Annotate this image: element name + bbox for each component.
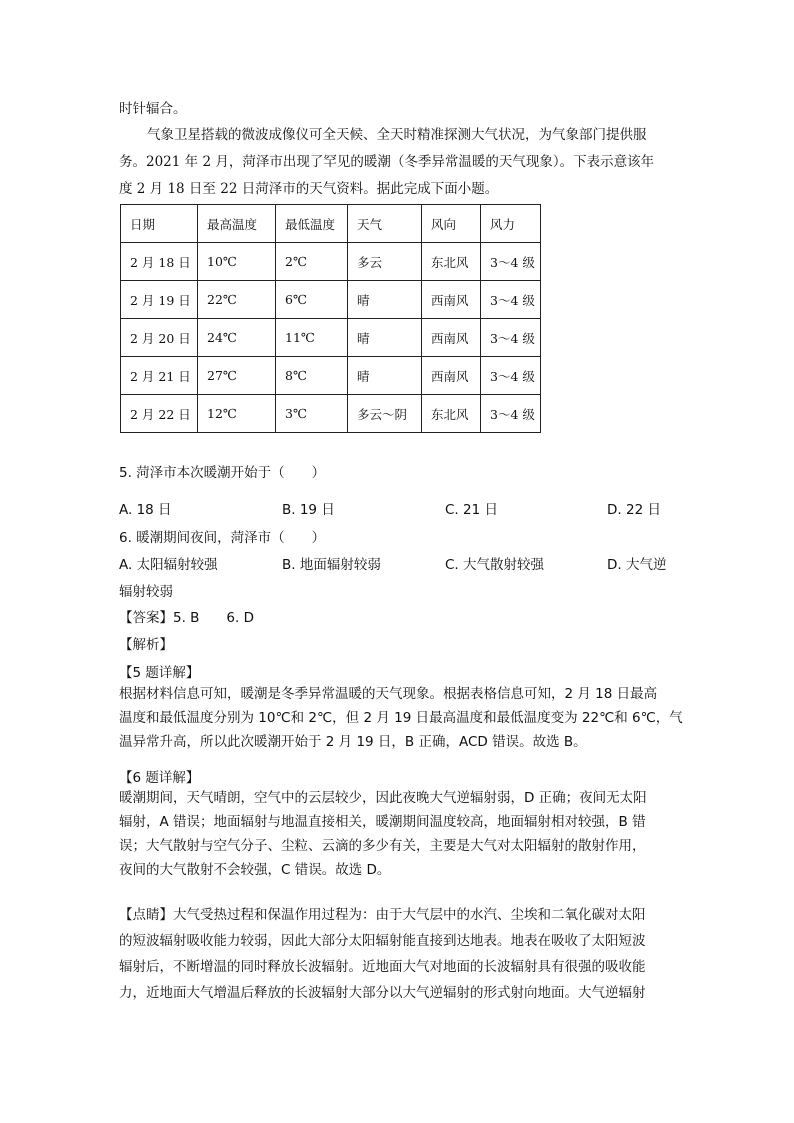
- cell-wind-force: 3～4 级: [481, 243, 541, 281]
- header-max-temp: 最高温度: [198, 205, 276, 243]
- cell-max-temp: 10℃: [198, 243, 276, 281]
- table-header-row: [121, 205, 541, 243]
- cell-wind-force: 3～4 级: [481, 357, 541, 395]
- q5-explanation-line: 根据材料信息可知，暖潮是冬季异常温暖的天气现象。根据表格信息可知，2 月 18 日最高: [119, 686, 658, 702]
- cell-weather: 晴: [348, 281, 422, 319]
- cell-date: 2 月 19 日: [121, 281, 198, 319]
- cell-min-temp: 6℃: [276, 281, 348, 319]
- q6-explanation-line: 误；大气散射与空气分子、尘粒、云滴的多少有关，主要是大气对太阳辐射的散射作用，: [119, 838, 646, 854]
- cell-min-temp: 11℃: [276, 319, 348, 357]
- cell-wind-direction: 东北风: [422, 395, 481, 433]
- tip-line: 【点睛】大气受热过程和保温作用过程为：由于大气层中的水汽、尘埃和二氧化碳对太阳: [119, 907, 646, 923]
- header-min-temp: 最低温度: [276, 205, 348, 243]
- q6-option-a: A. 太阳辐射较强: [119, 557, 218, 573]
- q6-explanation-title: 【6 题详解】: [119, 770, 200, 786]
- q6-option-c: C. 大气散射较强: [445, 557, 545, 573]
- cell-max-temp: 24℃: [198, 319, 276, 357]
- header-weather: 天气: [348, 205, 422, 243]
- intro-line-1: 气象卫星搭载的微波成像仪可全天候、全天时精准探测大气状况，为气象部门提供服: [147, 127, 647, 143]
- weather-table: [120, 204, 541, 433]
- cell-wind-direction: 西南风: [422, 357, 481, 395]
- q5-option-c: C. 21 日: [445, 502, 498, 518]
- cell-weather: 晴: [348, 319, 422, 357]
- q6-option-b: B. 地面辐射较弱: [282, 557, 381, 573]
- intro-line-2: 务。2021 年 2 月，菏泽市出现了罕见的暖潮（冬季异常温暖的天气现象）。下表示意该年: [119, 154, 655, 170]
- q5-explanation-line: 温度和最低温度分别为 10℃和 2℃，但 2 月 19 日最高温度和最低温度变为 22℃和 6℃，气: [119, 710, 683, 726]
- tip-paragraph: [119, 902, 675, 1006]
- header-date: 日期: [121, 205, 198, 243]
- cell-min-temp: 2℃: [276, 243, 348, 281]
- cell-date: 2 月 22 日: [121, 395, 198, 433]
- analysis-heading: 【解析】: [119, 637, 173, 653]
- q5-explanation: [119, 682, 683, 754]
- table-row: [121, 357, 541, 395]
- table-row: [121, 281, 541, 319]
- q5-explanation-line: 温异常升高，所以此次暖潮开始于 2 月 19 日，B 正确，ACD 错误。故选 B。: [119, 734, 587, 750]
- cell-wind-direction: 西南风: [422, 319, 481, 357]
- header-wind-force: 风力: [481, 205, 541, 243]
- table-row: [121, 243, 541, 281]
- q6-stem: 6. 暖潮期间夜间，菏泽市（ ）: [119, 530, 326, 546]
- intro-line-0: 时针辐合。: [119, 101, 187, 117]
- answer-line: 【答案】5. B 6. D: [119, 610, 254, 626]
- cell-min-temp: 3℃: [276, 395, 348, 433]
- intro-line-3: 度 2 月 18 日至 22 日菏泽市的天气资料。据此完成下面小题。: [119, 181, 499, 197]
- cell-wind-force: 3～4 级: [481, 281, 541, 319]
- tip-line: 的短波辐射吸收能力较弱，因此大部分太阳辐射能直接到达地表。地表在吸收了太阳短波: [119, 933, 646, 949]
- header-wind-direction: 风向: [422, 205, 481, 243]
- cell-max-temp: 12℃: [198, 395, 276, 433]
- q5-option-a: A. 18 日: [119, 502, 172, 518]
- cell-wind-force: 3～4 级: [481, 319, 541, 357]
- q5-option-d: D. 22 日: [607, 502, 661, 518]
- q5-explanation-title: 【5 题详解】: [119, 665, 200, 681]
- q5-option-b: B. 19 日: [282, 502, 335, 518]
- table-row: [121, 319, 541, 357]
- cell-max-temp: 27℃: [198, 357, 276, 395]
- tip-line: 力，近地面大气增温后释放的长波辐射大部分以大气逆辐射的形式射向地面。大气逆辐射: [119, 985, 646, 1001]
- q6-explanation: [119, 786, 675, 882]
- cell-date: 2 月 21 日: [121, 357, 198, 395]
- cell-date: 2 月 18 日: [121, 243, 198, 281]
- cell-wind-direction: 西南风: [422, 281, 481, 319]
- cell-min-temp: 8℃: [276, 357, 348, 395]
- q5-stem: 5. 菏泽市本次暖潮开始于（ ）: [119, 465, 326, 481]
- cell-weather: 多云: [348, 243, 422, 281]
- cell-wind-direction: 东北风: [422, 243, 481, 281]
- cell-weather: 多云～阴: [348, 395, 422, 433]
- cell-wind-force: 3～4 级: [481, 395, 541, 433]
- cell-weather: 晴: [348, 357, 422, 395]
- q6-explanation-line: 夜间的大气散射不会较强，C 错误。故选 D。: [119, 862, 391, 878]
- q6-option-d-continued: 辐射较弱: [119, 584, 173, 600]
- q6-option-d: D. 大气逆: [607, 557, 667, 573]
- cell-max-temp: 22℃: [198, 281, 276, 319]
- tip-line: 辐射后，不断增温的同时释放长波辐射。近地面大气对地面的长波辐射具有很强的吸收能: [119, 959, 646, 975]
- cell-date: 2 月 20 日: [121, 319, 198, 357]
- table-row: [121, 395, 541, 433]
- q6-explanation-line: 辐射，A 错误；地面辐射与地温直接相关，暖潮期间温度较高，地面辐射相对较强，B 错: [119, 814, 646, 830]
- q6-explanation-line: 暖潮期间，天气晴朗，空气中的云层较少，因此夜晚大气逆辐射弱，D 正确；夜间无太阳: [119, 790, 647, 806]
